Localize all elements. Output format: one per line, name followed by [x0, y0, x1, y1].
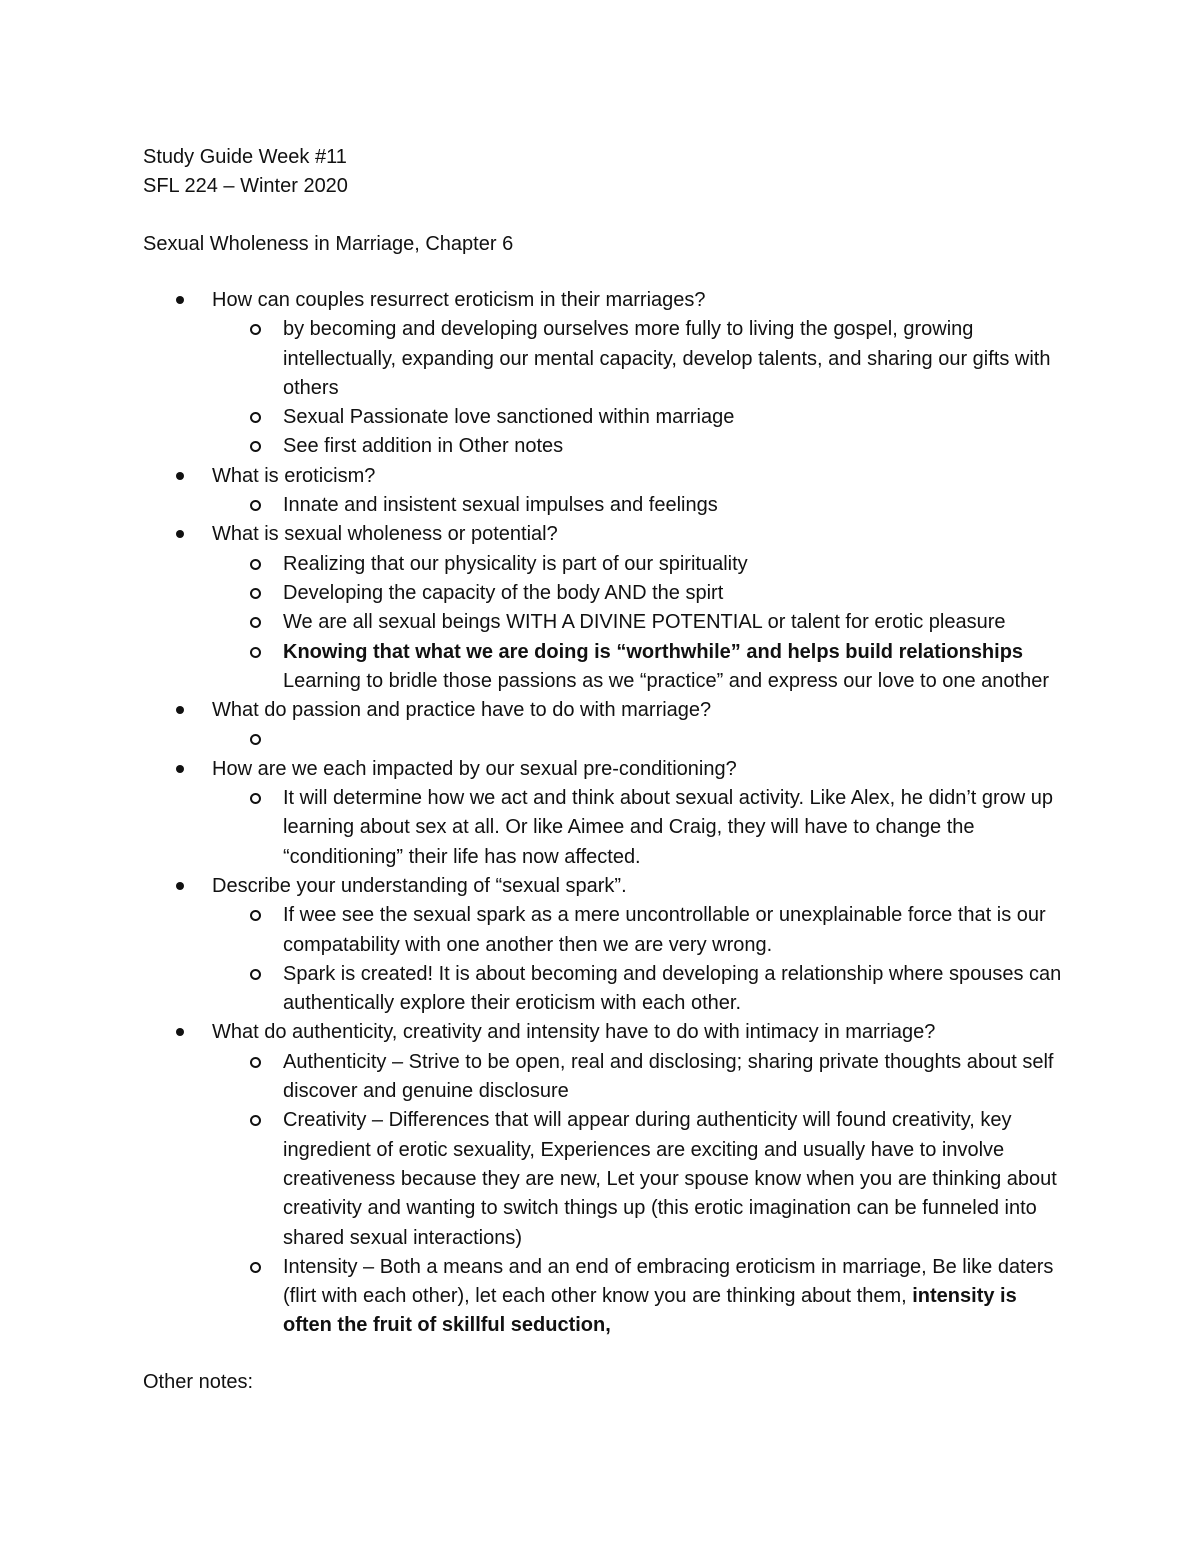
question-text: What do authenticity, creativity and intensity have to do with intimacy in marriage? [212, 1021, 936, 1044]
answer-item [212, 1106, 1063, 1252]
answer-item [212, 608, 1063, 637]
circle-bullet-icon [250, 647, 261, 658]
answer-bold-text: Knowing that what we are doing is “worthwhile” and helps build relationships [283, 640, 1024, 663]
answer-text: Realizing that our physicality is part of our spirituality [283, 552, 748, 575]
circle-bullet-icon [250, 441, 261, 452]
bullet-icon [176, 765, 184, 773]
answer-text: Sexual Passionate love sanctioned within marriage [283, 406, 735, 429]
answer-item [212, 315, 1063, 403]
question-text: How can couples resurrect eroticism in their marriages? [212, 289, 706, 311]
answer-list [212, 1048, 1063, 1341]
question-text: What is eroticism? [212, 464, 376, 487]
circle-bullet-icon [250, 1115, 261, 1126]
chapter-heading: Sexual Wholeness in Marriage, Chapter 6 [143, 233, 514, 255]
answer-list [212, 784, 1063, 872]
question-item [143, 755, 1063, 872]
question-item [143, 286, 1063, 462]
question-list [143, 286, 1063, 1341]
answer-text: It will determine how we act and think about sexual activity. Like Alex, he didn’t grow up learning about sex at all. Or like Aimee and Craig, they will have to change the “conditioning” their life has now affected. [283, 787, 1054, 868]
answer-item [212, 638, 1063, 697]
answer-text: Learning to bridle those passions as we “practice” and express our love to one another [283, 669, 1050, 692]
question-text: Describe your understanding of “sexual spark”. [212, 874, 627, 897]
answer-item [212, 491, 1063, 520]
bullet-icon [176, 882, 184, 890]
answer-item [212, 1048, 1063, 1107]
circle-bullet-icon [250, 910, 261, 921]
answer-text: If wee see the sexual spark as a mere uncontrollable or unexplainable force that is our compatability with one another then we are very wrong. [283, 904, 1046, 956]
bullet-icon [176, 706, 184, 714]
question-item [143, 872, 1063, 1018]
answer-list [212, 901, 1063, 1018]
answer-text: Intensity – Both a means and an end of embracing eroticism in marriage, Be like daters (flirt with each other), let each other know you are thinking about them, [283, 1255, 1054, 1308]
bullet-icon [176, 1028, 184, 1036]
answer-text: Creativity – Differences that will appear during authenticity will found creativity, key ingredient of erotic sexuality, Experiences are exciting and usually have to involve creativeness because they are new, Let your spouse know when you are thinking about creativity and wanting to switch things up (this erotic imagination can be funneled into shared sexual interactions) [283, 1109, 1057, 1249]
answer-item [212, 784, 1063, 872]
circle-bullet-icon [250, 734, 261, 745]
bullet-icon [176, 472, 184, 480]
bullet-icon [176, 296, 184, 304]
answer-item [212, 960, 1063, 1019]
circle-bullet-icon [250, 324, 261, 335]
circle-bullet-icon [250, 617, 261, 628]
circle-bullet-icon [250, 500, 261, 511]
answer-item [212, 550, 1063, 579]
answer-text: We are all sexual beings WITH A DIVINE POTENTIAL or talent for erotic pleasure [283, 611, 1006, 634]
circle-bullet-icon [250, 588, 261, 599]
answer-text: Spark is created! It is about becoming and developing a relationship where spouses can authentically explore their eroticism with each other. [283, 962, 1062, 1015]
answer-item [212, 403, 1063, 432]
answer-item [212, 579, 1063, 608]
answer-list [212, 491, 1063, 520]
question-text: How are we each impacted by our sexual pre-conditioning? [212, 757, 737, 780]
answer-item-empty [212, 725, 1063, 754]
circle-bullet-icon [250, 559, 261, 570]
circle-bullet-icon [250, 969, 261, 980]
question-text: What is sexual wholeness or potential? [212, 523, 558, 546]
answer-text: by becoming and developing ourselves more fully to living the gospel, growing intellectually, expanding our mental capacity, develop talents, and sharing our gifts with others [283, 318, 1051, 399]
question-item [143, 462, 1063, 521]
circle-bullet-icon [250, 1262, 261, 1273]
answer-text: Developing the capacity of the body AND the spirt [283, 581, 724, 604]
circle-bullet-icon [250, 412, 261, 423]
other-notes-label: Other notes: [143, 1371, 254, 1393]
answer-list [212, 725, 1063, 754]
answer-item [212, 901, 1063, 960]
bullet-icon [176, 530, 184, 538]
circle-bullet-icon [250, 793, 261, 804]
answer-list [212, 550, 1063, 696]
answer-item [212, 432, 1063, 461]
answer-list [212, 315, 1063, 461]
course-line: SFL 224 – Winter 2020 [143, 175, 348, 197]
question-item [143, 520, 1063, 696]
answer-item [212, 1253, 1063, 1341]
answer-text: See first addition in Other notes [283, 435, 564, 458]
answer-text: Innate and insistent sexual impulses and feelings [283, 494, 718, 517]
question-item [143, 696, 1063, 755]
question-text: What do passion and practice have to do with marriage? [212, 699, 712, 722]
answer-bold-text: intensity is often the fruit of skillful seduction, [283, 1285, 1017, 1337]
question-item [143, 1018, 1063, 1340]
document-title: Study Guide Week #11 [143, 146, 347, 168]
answer-text: Authenticity – Strive to be open, real and disclosing; sharing private thoughts about self discover and genuine disclosure [283, 1050, 1054, 1103]
circle-bullet-icon [250, 1057, 261, 1068]
